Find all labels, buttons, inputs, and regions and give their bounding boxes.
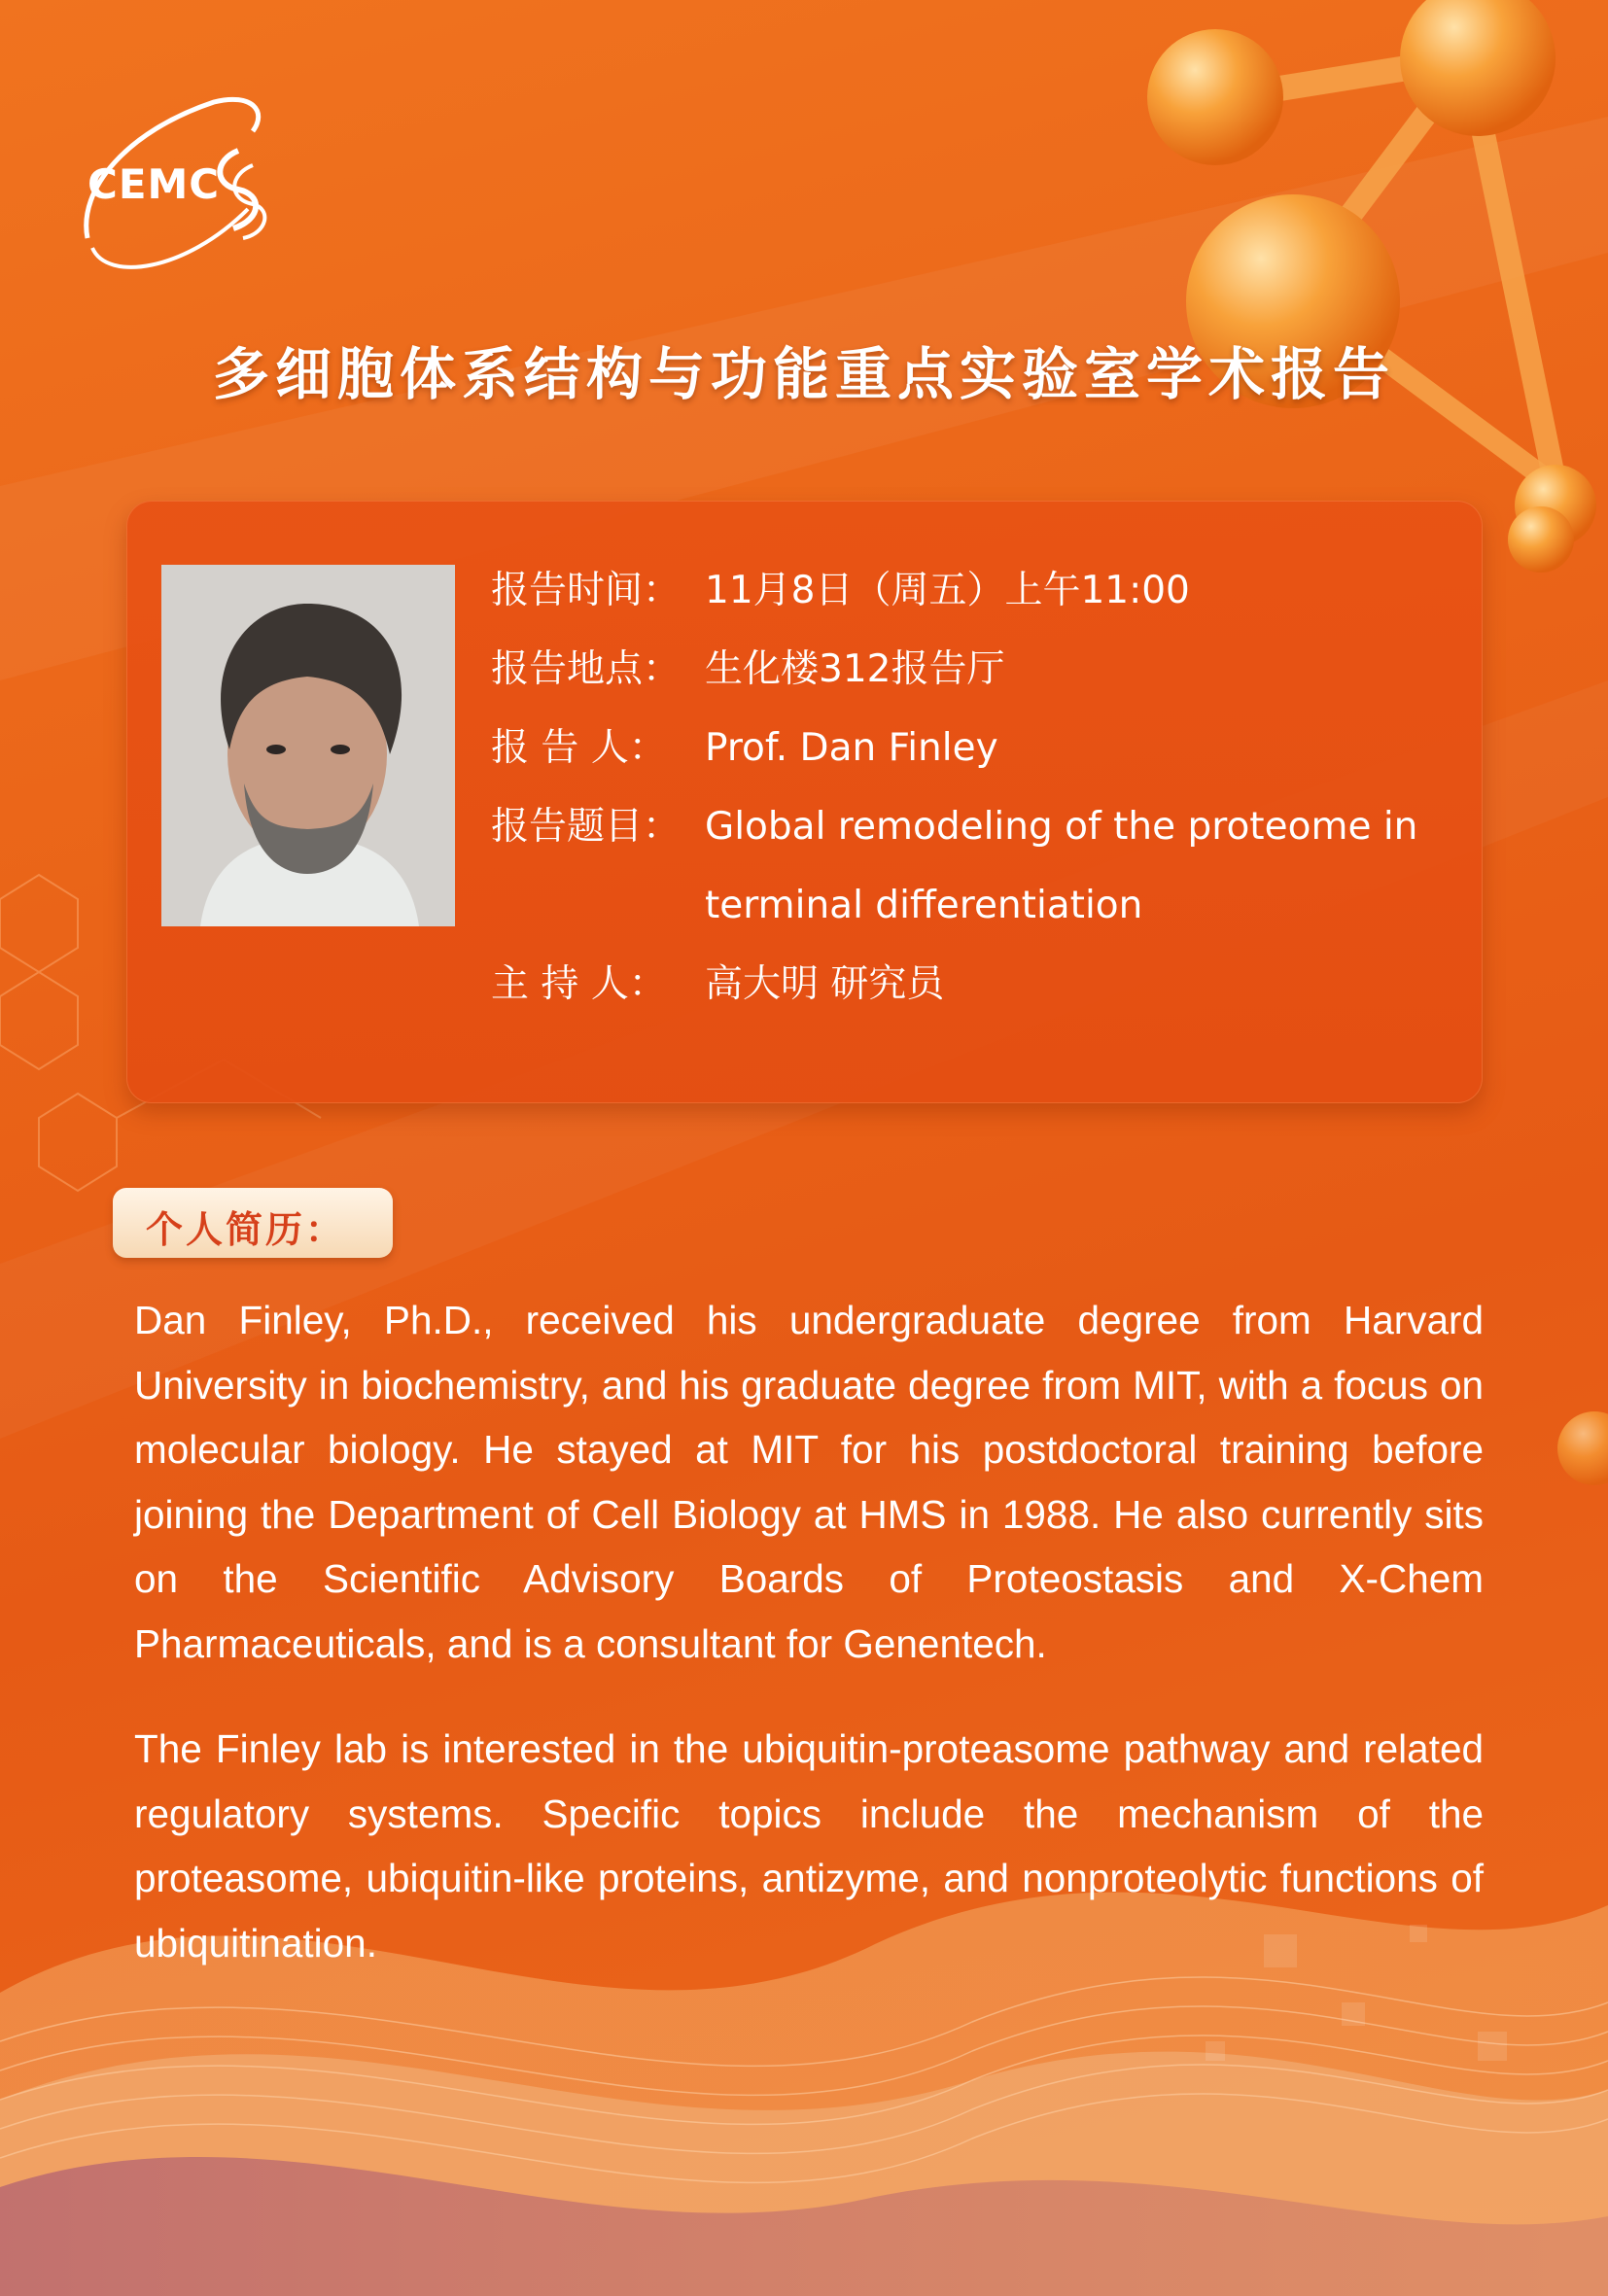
detail-topic [491,787,1463,945]
detail-label: 报告地点： [491,647,682,691]
detail-time [491,551,1463,630]
detail-label: 主 持 人： [491,962,667,1006]
talk-info-card [126,501,1483,1103]
bio-text [134,1288,1484,2016]
cemc-logo [68,92,282,287]
detail-label: 报告时间： [491,569,682,612]
bio-paragraph: Dan Finley, Ph.D., received his undergraduate degree from Harvard University in biochemistry, and his graduate degree from MIT, with a focus on molecular biology. He stayed at MIT for his postdoctoral training before joining the Department of Cell Biology at HMS in 1988. He also currently sits on the Scientific Advisory Boards of Proteostasis and X-Chem Pharmaceuticals, and is a consultant for Genentech. [134,1298,1484,1666]
detail-host [491,945,1463,1024]
speaker-portrait-icon [161,565,455,926]
detail-label: 报 告 人： [491,726,667,770]
bio-heading: 个人简历： [146,1208,346,1251]
logo-text: CEMC [87,160,221,208]
detail-value: Prof. Dan Finley [705,726,998,770]
detail-label: 报告题目： [491,805,682,849]
detail-value: Global remodeling of the proteome in terminal differentiation [705,805,1418,927]
detail-value: 高大明 研究员 [705,962,945,1006]
detail-location [491,630,1463,709]
bio-heading-badge [113,1188,393,1258]
detail-value: 生化楼312报告厅 [705,647,1005,691]
talk-details [491,551,1463,1024]
detail-value: 11月8日（周五）上午11:00 [705,569,1190,612]
detail-speaker [491,709,1463,787]
bio-paragraph: The Finley lab is interested in the ubiquitin-proteasome pathway and related regulatory systems. Specific topics include the mechanism of the proteasome, ubiquitin-like proteins, antizyme, and nonproteolytic functions of ubiquitination. [134,1726,1484,1966]
page-title: 多细胞体系结构与功能重点实验室学术报告 [212,341,1395,407]
speaker-photo [161,565,455,926]
